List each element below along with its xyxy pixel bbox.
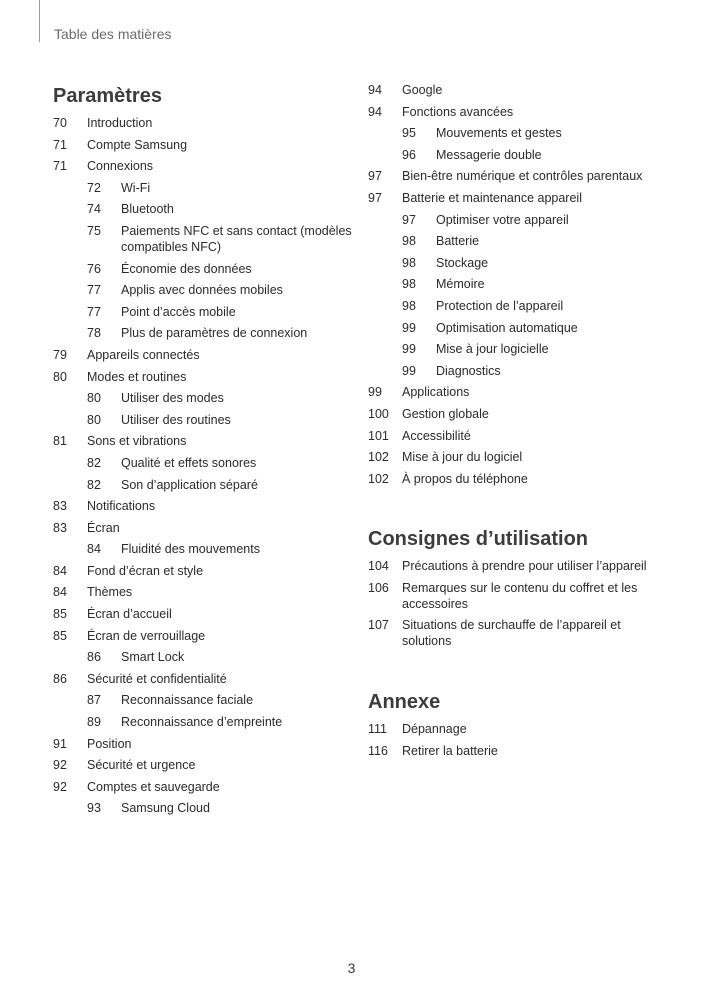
toc-subitem[interactable] [368,231,668,253]
toc-page-number: 71 [53,137,67,152]
toc-page-number: 116 [368,743,388,758]
toc-label: Reconnaissance faciale [121,693,254,708]
toc-section [368,687,668,762]
toc-page-number: 94 [368,104,382,119]
toc-page-number: 82 [87,455,101,470]
toc-page-number: 97 [402,212,416,227]
toc-item[interactable] [368,382,668,404]
header-rule [39,0,40,42]
toc-column-right [368,80,668,762]
toc-subitem[interactable] [53,798,353,820]
toc-label: Batterie [436,234,480,249]
toc-item[interactable] [53,582,353,604]
toc-page-number: 74 [87,202,101,217]
toc-page-number: 107 [368,618,389,633]
toc-page-number: 99 [368,385,382,400]
toc-item[interactable] [53,561,353,583]
toc-page-number: 83 [53,520,67,535]
toc-subitem[interactable] [53,221,353,259]
toc-label: Introduction [87,116,153,130]
toc-label: Connexions [87,159,154,174]
toc-subitem[interactable] [53,453,353,475]
toc-label: Smart Lock [121,650,185,665]
toc-label: Retirer la batterie [402,743,498,758]
toc-label: Samsung Cloud [121,801,210,816]
toc-label: Écran de verrouillage [87,628,206,643]
toc-page-number: 97 [368,190,382,205]
toc-label: Qualité et effets sonores [121,455,257,470]
toc-subitem[interactable] [368,361,668,383]
toc-label: Protection de l’appareil [436,298,564,313]
section-title: Annexe [368,691,441,714]
toc-subitem[interactable] [53,475,353,497]
toc-item[interactable] [368,741,668,763]
toc-page-number: 92 [53,779,67,794]
toc-label: Bien-être numérique et contrôles parentaux [402,169,643,184]
toc-label: Gestion globale [402,406,489,421]
toc-label: Accessibilité [402,428,471,443]
toc-item[interactable] [368,426,668,448]
toc-label: Optimiser votre appareil [436,212,569,227]
toc-page-number: 91 [53,736,67,751]
toc-item[interactable] [53,367,353,389]
toc-section [53,81,353,820]
toc-page-number: 98 [402,234,416,249]
toc-subitem[interactable] [368,274,668,296]
toc-item[interactable] [368,188,668,210]
toc-page-number: 102 [368,471,389,486]
toc-label: Comptes et sauvegarde [87,779,220,794]
toc-label: Appareils connectés [87,347,200,362]
toc-subitem[interactable] [53,388,353,410]
toc-page-number: 98 [402,277,416,292]
toc-page-number: 77 [87,283,101,298]
toc-label: À propos du téléphone [402,471,528,486]
toc-label: Sons et vibrations [87,434,187,449]
toc-item[interactable] [368,556,668,578]
toc-page-number: 96 [402,147,416,162]
toc-label: Écran [87,520,120,535]
toc-section [368,524,668,653]
toc-item[interactable] [53,345,353,367]
toc-page-number: 76 [87,261,101,276]
toc-subitem[interactable] [368,339,668,361]
toc-label: Utiliser des routines [121,412,231,427]
toc-page-number: 97 [368,169,382,184]
toc-item[interactable] [368,102,668,124]
toc-subitem[interactable] [53,302,353,324]
toc-column-left [53,80,353,820]
toc-page-number: 85 [53,628,67,643]
toc-subitem[interactable] [53,323,353,345]
toc-subitem[interactable] [53,712,353,734]
toc-page-number: 111 [368,722,388,737]
toc-page-number: 87 [87,693,101,708]
toc-item[interactable] [53,626,353,648]
toc-label: Mise à jour logicielle [436,342,549,357]
toc-label: Paiements NFC et sans contact (modèles compatibles NFC) [121,223,352,254]
toc-item[interactable] [368,80,668,102]
toc-page-number: 106 [368,580,389,595]
toc-page-number: 92 [53,758,67,773]
toc-subitem[interactable] [368,318,668,340]
toc-page-number: 104 [368,559,389,574]
toc-item[interactable] [368,447,668,469]
toc-page-number: 70 [53,116,67,130]
toc-page-number: 89 [87,715,101,730]
toc-page-number: 101 [368,428,389,443]
toc-label: Sécurité et confidentialité [87,671,227,686]
toc-label: Diagnostics [436,363,501,378]
toc-item[interactable] [368,578,668,616]
toc-page-number: 82 [87,477,101,492]
toc-label: Google [402,83,443,97]
toc-label: Batterie et maintenance appareil [402,190,582,205]
toc-subitem[interactable] [368,253,668,275]
toc-item[interactable] [53,431,353,453]
toc-label: Son d’application séparé [121,477,258,492]
toc-page-number: 86 [87,650,101,665]
toc-label: Remarques sur le contenu du coffret et les accessoires [402,580,638,611]
toc-subitem[interactable] [368,123,668,145]
toc-section [368,80,668,490]
toc-item[interactable] [368,166,668,188]
toc-label: Messagerie double [436,147,542,162]
toc-item[interactable] [53,755,353,777]
toc-page-number: 83 [53,499,67,514]
toc-page-number: 99 [402,342,416,357]
toc-label: Dépannage [402,722,467,737]
toc-label: Notifications [87,499,156,514]
toc-item[interactable] [368,469,668,491]
toc-label: Situations de surchauffe de l’appareil et solutions [402,618,621,649]
toc-page-number: 84 [53,563,67,578]
toc-item[interactable] [53,604,353,626]
toc-subitem[interactable] [368,145,668,167]
toc-label: Modes et routines [87,369,187,384]
toc-page-number: 80 [87,412,101,427]
toc-label: Bluetooth [121,202,174,217]
toc-page-number: 80 [53,369,67,384]
page-number: 3 [347,960,356,976]
toc-page-number: 80 [87,391,101,406]
toc-label: Sécurité et urgence [87,758,196,773]
header-title: Table des matières [54,26,172,42]
toc-label: Fonctions avancées [402,104,514,119]
toc-page-number: 71 [53,159,67,174]
toc-page-number: 84 [87,542,101,557]
toc-page-number: 99 [402,320,416,335]
toc-page-number: 98 [402,298,416,313]
toc-page-number: 79 [53,347,67,362]
toc-label: Plus de paramètres de connexion [121,326,308,341]
section-title: Paramètres [53,85,162,107]
toc-subitem[interactable] [53,280,353,302]
toc-label: Fluidité des mouvements [121,542,260,557]
toc-label: Position [87,736,132,751]
toc-item[interactable] [53,113,353,135]
toc-label: Précautions à prendre pour utiliser l’appareil [402,559,647,574]
toc-item[interactable] [368,615,668,653]
toc-item[interactable] [53,734,353,756]
section-title: Consignes d’utilisation [368,528,589,551]
toc-label: Applications [402,385,470,400]
toc-subitem[interactable] [53,259,353,281]
toc-item[interactable] [53,518,353,540]
toc-label: Stockage [436,255,489,270]
toc-label: Reconnaissance d’empreinte [121,715,283,730]
toc-item[interactable] [368,404,668,426]
toc-item[interactable] [53,777,353,799]
toc-label: Écran d’accueil [87,607,172,622]
toc-page-number: 94 [368,83,382,97]
toc-subitem[interactable] [53,178,353,200]
toc-label: Fond d’écran et style [87,563,204,578]
toc-page-number: 100 [368,406,389,421]
toc-page-number: 93 [87,801,101,816]
toc-item[interactable] [53,135,353,157]
toc-label: Point d’accès mobile [121,304,236,319]
toc-subitem[interactable] [53,690,353,712]
toc-label: Thèmes [87,585,133,600]
toc-subitem[interactable] [368,296,668,318]
toc-subitem[interactable] [53,199,353,221]
toc-subitem[interactable] [53,410,353,432]
toc-label: Mise à jour du logiciel [402,450,523,465]
toc-label: Wi-Fi [121,180,151,195]
toc-page-number: 72 [87,180,101,195]
toc-page-number: 75 [87,223,101,238]
toc-item[interactable] [53,669,353,691]
toc-label: Mouvements et gestes [436,126,562,141]
toc-page-number: 78 [87,326,101,341]
toc-page-number: 102 [368,450,389,465]
toc-label: Économie des données [121,261,252,276]
toc-label: Utiliser des modes [121,391,224,406]
toc-item[interactable] [53,156,353,178]
toc-page-number: 84 [53,585,67,600]
toc-page-number: 98 [402,255,416,270]
toc-page-number: 95 [402,126,416,141]
toc-page-number: 99 [402,363,416,378]
toc-subitem[interactable] [53,647,353,669]
toc-item[interactable] [368,719,668,741]
toc-label: Optimisation automatique [436,320,578,335]
toc-page-number: 85 [53,607,67,622]
toc-page-number: 77 [87,304,101,319]
toc-page-number: 81 [53,434,67,449]
toc-label: Mémoire [436,277,485,292]
toc-item[interactable] [53,496,353,518]
toc-page-number: 86 [53,671,67,686]
toc-subitem[interactable] [368,210,668,232]
toc-label: Applis avec données mobiles [121,283,283,298]
toc-label: Compte Samsung [87,137,188,152]
toc-subitem[interactable] [53,539,353,561]
